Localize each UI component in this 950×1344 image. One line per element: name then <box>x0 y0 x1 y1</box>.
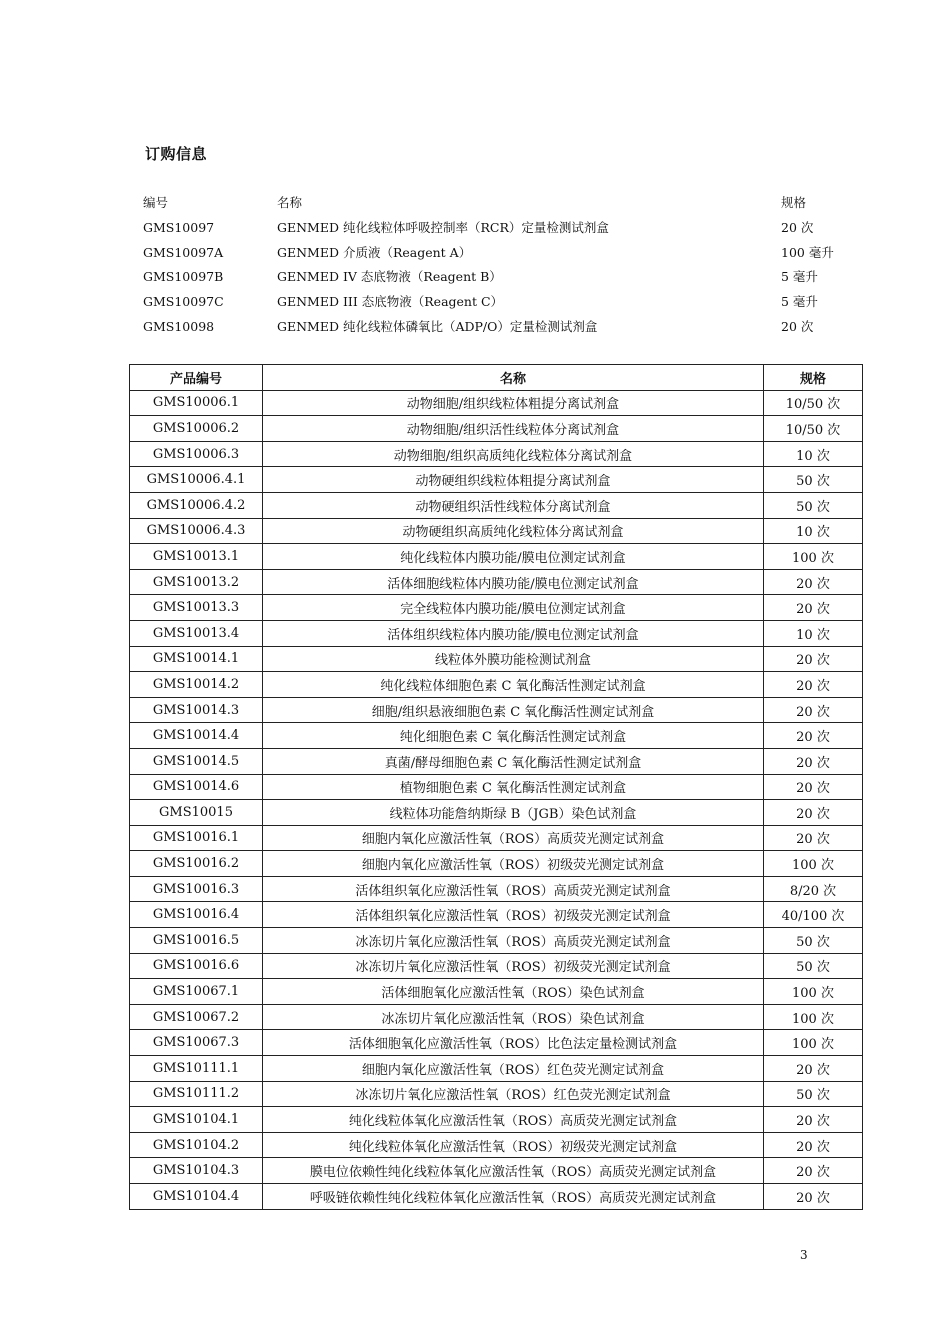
product-spec-cell: 20 次 <box>764 1107 863 1133</box>
product-spec-cell: 50 次 <box>764 467 863 493</box>
table-row <box>130 390 863 416</box>
product-name-cell: 活体组织线粒体内膜功能/膜电位测定试剂盒 <box>263 620 764 646</box>
product-code-cell: GMS10067.2 <box>130 1004 263 1030</box>
product-name-cell: 线粒体功能詹纳斯绿 B（JGB）染色试剂盒 <box>263 800 764 826</box>
product-name-cell: 纯化细胞色素 C 氧化酶活性测定试剂盒 <box>263 723 764 749</box>
product-spec-cell: 50 次 <box>764 928 863 954</box>
page-title: 订购信息 <box>145 145 208 163</box>
product-spec-cell: 100 次 <box>764 1030 863 1056</box>
product-name-cell: 植物细胞色素 C 氧化酶活性测定试剂盒 <box>263 774 764 800</box>
product-code-cell: GMS10006.4.3 <box>130 518 263 544</box>
table-row <box>130 569 863 595</box>
products-table <box>129 364 863 1210</box>
ordering-row <box>143 216 843 241</box>
ordering-info-list <box>143 191 843 340</box>
ordering-code: GMS10098 <box>143 318 215 334</box>
product-spec-cell: 20 次 <box>764 825 863 851</box>
product-code-cell: GMS10111.2 <box>130 1081 263 1107</box>
product-spec-cell: 100 次 <box>764 544 863 570</box>
product-spec-cell: 20 次 <box>764 1158 863 1184</box>
table-row <box>130 723 863 749</box>
table-row <box>130 492 863 518</box>
product-code-cell: GMS10014.6 <box>130 774 263 800</box>
product-spec-cell: 20 次 <box>764 723 863 749</box>
product-spec-cell: 20 次 <box>764 595 863 621</box>
table-row <box>130 1158 863 1184</box>
product-name-cell: 动物细胞/组织线粒体粗提分离试剂盒 <box>263 390 764 416</box>
product-name-cell: 动物细胞/组织高质纯化线粒体分离试剂盒 <box>263 441 764 467</box>
product-spec-cell: 8/20 次 <box>764 876 863 902</box>
product-spec-cell: 20 次 <box>764 1056 863 1082</box>
table-row <box>130 595 863 621</box>
product-code-cell: GMS10111.1 <box>130 1056 263 1082</box>
table-row <box>130 467 863 493</box>
table-row <box>130 774 863 800</box>
ordering-spec: 100 毫升 <box>781 244 834 260</box>
product-spec-cell: 50 次 <box>764 492 863 518</box>
product-spec-cell: 10 次 <box>764 620 863 646</box>
ordering-spec: 20 次 <box>781 318 814 334</box>
table-row <box>130 928 863 954</box>
product-spec-cell: 20 次 <box>764 672 863 698</box>
products-header-spec: 规格 <box>764 365 863 391</box>
ordering-row <box>143 290 843 315</box>
product-code-cell: GMS10014.2 <box>130 672 263 698</box>
product-spec-cell: 50 次 <box>764 1081 863 1107</box>
product-spec-cell: 10 次 <box>764 518 863 544</box>
ordering-code: GMS10097B <box>143 269 224 285</box>
product-name-cell: 细胞内氧化应激活性氧（ROS）高质荧光测定试剂盒 <box>263 825 764 851</box>
product-code-cell: GMS10016.5 <box>130 928 263 954</box>
product-spec-cell: 10/50 次 <box>764 416 863 442</box>
product-name-cell: 活体细胞线粒体内膜功能/膜电位测定试剂盒 <box>263 569 764 595</box>
ordering-code: GMS10097C <box>143 294 224 310</box>
table-row <box>130 697 863 723</box>
ordering-name: GENMED III 态底物液（Reagent C） <box>277 294 504 310</box>
product-code-cell: GMS10006.3 <box>130 441 263 467</box>
product-spec-cell: 20 次 <box>764 800 863 826</box>
table-row <box>130 1004 863 1030</box>
product-spec-cell: 20 次 <box>764 1132 863 1158</box>
table-row <box>130 1132 863 1158</box>
product-code-cell: GMS10016.3 <box>130 876 263 902</box>
ordering-row <box>143 315 843 340</box>
products-header-name: 名称 <box>263 365 764 391</box>
table-row <box>130 800 863 826</box>
table-row <box>130 953 863 979</box>
product-code-cell: GMS10013.3 <box>130 595 263 621</box>
product-code-cell: GMS10014.1 <box>130 646 263 672</box>
product-spec-cell: 50 次 <box>764 953 863 979</box>
product-name-cell: 纯化线粒体氧化应激活性氧（ROS）高质荧光测定试剂盒 <box>263 1107 764 1133</box>
product-name-cell: 动物硬组织线粒体粗提分离试剂盒 <box>263 467 764 493</box>
product-spec-cell: 10 次 <box>764 441 863 467</box>
product-name-cell: 冰冻切片氧化应激活性氧（ROS）初级荧光测定试剂盒 <box>263 953 764 979</box>
table-row <box>130 416 863 442</box>
product-name-cell: 动物硬组织活性线粒体分离试剂盒 <box>263 492 764 518</box>
table-row <box>130 825 863 851</box>
product-name-cell: 冰冻切片氧化应激活性氧（ROS）高质荧光测定试剂盒 <box>263 928 764 954</box>
product-code-cell: GMS10006.2 <box>130 416 263 442</box>
product-code-cell: GMS10016.6 <box>130 953 263 979</box>
product-spec-cell: 100 次 <box>764 1004 863 1030</box>
table-row <box>130 851 863 877</box>
table-row <box>130 748 863 774</box>
product-name-cell: 动物硬组织高质纯化线粒体分离试剂盒 <box>263 518 764 544</box>
ordering-row <box>143 241 843 266</box>
product-code-cell: GMS10013.4 <box>130 620 263 646</box>
table-row <box>130 441 863 467</box>
table-row <box>130 876 863 902</box>
ordering-spec: 20 次 <box>781 219 814 235</box>
product-name-cell: 线粒体外膜功能检测试剂盒 <box>263 646 764 672</box>
products-header-row <box>130 365 863 391</box>
product-spec-cell: 20 次 <box>764 646 863 672</box>
product-name-cell: 活体组织氧化应激活性氧（ROS）高质荧光测定试剂盒 <box>263 876 764 902</box>
product-spec-cell: 20 次 <box>764 774 863 800</box>
ordering-name: GENMED 纯化线粒体呼吸控制率（RCR）定量检测试剂盒 <box>277 219 609 235</box>
product-name-cell: 纯化线粒体细胞色素 C 氧化酶活性测定试剂盒 <box>263 672 764 698</box>
product-name-cell: 膜电位依赖性纯化线粒体氧化应激活性氧（ROS）高质荧光测定试剂盒 <box>263 1158 764 1184</box>
product-code-cell: GMS10014.4 <box>130 723 263 749</box>
product-code-cell: GMS10006.4.2 <box>130 492 263 518</box>
product-code-cell: GMS10016.4 <box>130 902 263 928</box>
product-name-cell: 活体组织氧化应激活性氧（ROS）初级荧光测定试剂盒 <box>263 902 764 928</box>
product-spec-cell: 10/50 次 <box>764 390 863 416</box>
product-name-cell: 细胞/组织悬液细胞色素 C 氧化酶活性测定试剂盒 <box>263 697 764 723</box>
ordering-code: GMS10097 <box>143 219 215 235</box>
table-row <box>130 518 863 544</box>
product-spec-cell: 40/100 次 <box>764 902 863 928</box>
product-name-cell: 细胞内氧化应激活性氧（ROS）初级荧光测定试剂盒 <box>263 851 764 877</box>
table-row <box>130 646 863 672</box>
ordering-spec: 5 毫升 <box>781 294 818 310</box>
product-name-cell: 冰冻切片氧化应激活性氧（ROS）染色试剂盒 <box>263 1004 764 1030</box>
product-spec-cell: 20 次 <box>764 569 863 595</box>
table-row <box>130 1081 863 1107</box>
ordering-name: GENMED IV 态底物液（Reagent B） <box>277 269 502 285</box>
product-name-cell: 冰冻切片氧化应激活性氧（ROS）红色荧光测定试剂盒 <box>263 1081 764 1107</box>
table-row <box>130 1184 863 1210</box>
products-header-code: 产品编号 <box>130 365 263 391</box>
page-number: 3 <box>800 1248 808 1262</box>
ordering-header-name: 名称 <box>277 195 303 210</box>
table-row <box>130 1107 863 1133</box>
ordering-header-row <box>143 191 843 216</box>
ordering-name: GENMED 纯化线粒体磷氧比（ADP/O）定量检测试剂盒 <box>277 318 598 334</box>
product-spec-cell: 20 次 <box>764 1184 863 1210</box>
ordering-name: GENMED 介质液（Reagent A） <box>277 244 472 260</box>
product-spec-cell: 20 次 <box>764 697 863 723</box>
product-code-cell: GMS10067.3 <box>130 1030 263 1056</box>
product-code-cell: GMS10104.4 <box>130 1184 263 1210</box>
product-code-cell: GMS10104.1 <box>130 1107 263 1133</box>
product-spec-cell: 100 次 <box>764 851 863 877</box>
product-code-cell: GMS10016.2 <box>130 851 263 877</box>
product-code-cell: GMS10006.1 <box>130 390 263 416</box>
product-spec-cell: 20 次 <box>764 748 863 774</box>
product-name-cell: 纯化线粒体内膜功能/膜电位测定试剂盒 <box>263 544 764 570</box>
product-spec-cell: 100 次 <box>764 979 863 1005</box>
table-row <box>130 1030 863 1056</box>
table-row <box>130 979 863 1005</box>
product-code-cell: GMS10013.2 <box>130 569 263 595</box>
table-row <box>130 1056 863 1082</box>
product-code-cell: GMS10006.4.1 <box>130 467 263 493</box>
product-code-cell: GMS10014.5 <box>130 748 263 774</box>
product-code-cell: GMS10015 <box>130 800 263 826</box>
table-row <box>130 620 863 646</box>
product-code-cell: GMS10104.2 <box>130 1132 263 1158</box>
ordering-header-code: 编号 <box>143 195 169 210</box>
product-name-cell: 动物细胞/组织活性线粒体分离试剂盒 <box>263 416 764 442</box>
ordering-row <box>143 265 843 290</box>
table-row <box>130 902 863 928</box>
table-row <box>130 544 863 570</box>
table-row <box>130 672 863 698</box>
ordering-header-spec: 规格 <box>781 195 807 210</box>
product-name-cell: 呼吸链依赖性纯化线粒体氧化应激活性氧（ROS）高质荧光测定试剂盒 <box>263 1184 764 1210</box>
ordering-spec: 5 毫升 <box>781 269 818 285</box>
product-name-cell: 细胞内氧化应激活性氧（ROS）红色荧光测定试剂盒 <box>263 1056 764 1082</box>
product-name-cell: 活体细胞氧化应激活性氧（ROS）染色试剂盒 <box>263 979 764 1005</box>
product-name-cell: 纯化线粒体氧化应激活性氧（ROS）初级荧光测定试剂盒 <box>263 1132 764 1158</box>
product-code-cell: GMS10067.1 <box>130 979 263 1005</box>
product-code-cell: GMS10013.1 <box>130 544 263 570</box>
product-code-cell: GMS10016.1 <box>130 825 263 851</box>
product-name-cell: 真菌/酵母细胞色素 C 氧化酶活性测定试剂盒 <box>263 748 764 774</box>
ordering-code: GMS10097A <box>143 244 224 260</box>
product-name-cell: 活体细胞氧化应激活性氧（ROS）比色法定量检测试剂盒 <box>263 1030 764 1056</box>
product-code-cell: GMS10104.3 <box>130 1158 263 1184</box>
product-code-cell: GMS10014.3 <box>130 697 263 723</box>
product-name-cell: 完全线粒体内膜功能/膜电位测定试剂盒 <box>263 595 764 621</box>
